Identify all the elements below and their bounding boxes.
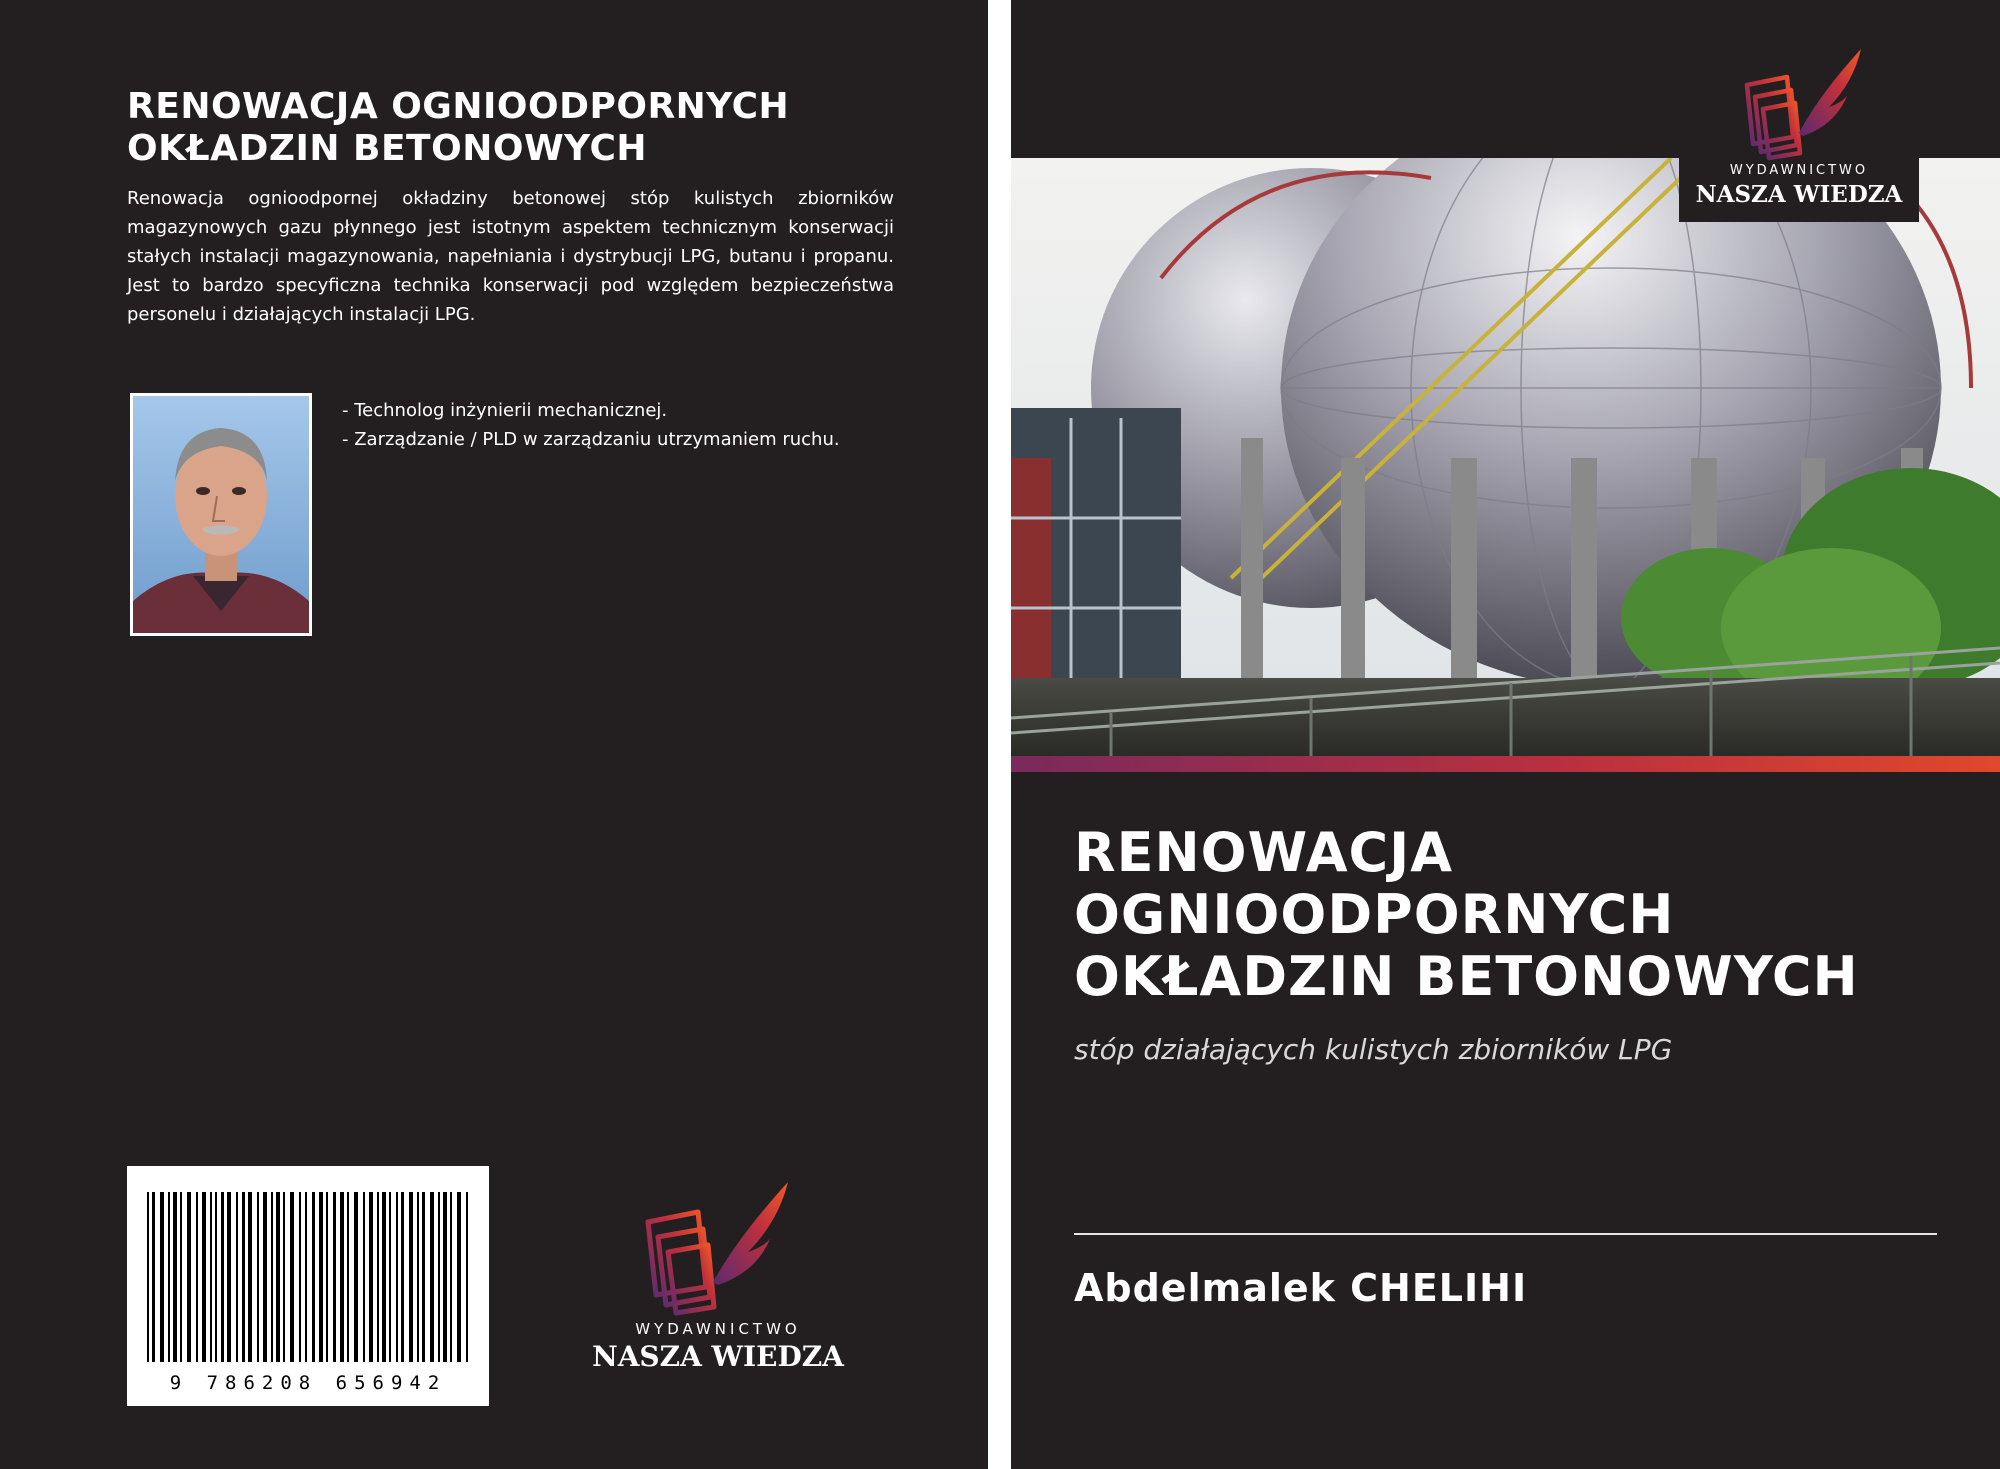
author-bio-line: - Zarządzanie / PLD w zarządzaniu utrzymaniem ruchu. [342,429,840,450]
barcode-bar [443,1192,447,1362]
barcode-bar [409,1192,413,1362]
isbn-number: 9 786208 656942 [169,1372,447,1394]
barcode-bar [326,1192,328,1362]
barcode-bar [187,1192,191,1362]
barcode-bar [319,1192,323,1362]
barcode-bar [312,1192,315,1362]
barcode-bar [236,1192,238,1362]
barcode-bar [430,1192,434,1362]
barcode-bar [227,1192,231,1362]
barcode-bar [382,1192,386,1362]
barcode-bar [389,1192,391,1362]
barcode [127,1166,489,1406]
author-name: Abdelmalek CHELIHI [1074,1266,1528,1310]
front-cover [1011,0,2000,1469]
barcode-bar [299,1192,301,1362]
barcode-bar [417,1192,419,1362]
author-photo [130,393,312,636]
barcode-bar [457,1192,461,1362]
back-publisher-logo [588,1177,848,1377]
publisher-name: NASZA WIEDZA [1695,181,1903,208]
barcode-bar [290,1192,294,1362]
barcode-bar [340,1192,344,1362]
cover-accent-stripe [1011,756,2000,772]
publisher-label: WYDAWNICTWO [1729,163,1869,178]
barcode-bar [147,1192,149,1362]
barcode-bar [215,1192,217,1362]
barcode-bar [363,1192,365,1362]
barcode-bar [271,1192,273,1362]
barcode-bar [305,1192,307,1362]
barcode-bar [347,1192,349,1362]
barcode-bar [369,1192,373,1362]
barcode-bar [438,1192,440,1362]
divider [1074,1233,1937,1235]
barcode-bar [276,1192,280,1362]
back-cover [0,0,988,1469]
cover-photo-lpg-spheres [1011,158,2000,756]
barcode-bar [257,1192,259,1362]
barcode-bar [180,1192,182,1362]
barcode-bar [396,1192,398,1362]
back-cover-blurb: Renowacja ognioodpornej okładziny betonowej stóp kulistych zbiorników magazynowych gazu płynnego jest istotnym aspektem technicznym konserwacji stałych instalacji magazynowania, napełniania i dystrybucji LPG, butanu i propanu. Jest to bardzo specyficzna technika konserwacji pod względem bezpieczeństwa personelu i działających instalacji LPG. [127,188,894,325]
barcode-bar [377,1192,379,1362]
barcode-bar [422,1192,425,1362]
barcode-bar [466,1192,468,1362]
barcode-bar [221,1192,224,1362]
barcode-bar [450,1192,452,1362]
barcode-bar [401,1192,404,1362]
barcode-bar [152,1192,155,1362]
barcode-bar [173,1192,177,1362]
barcode-bar [242,1192,245,1362]
front-cover-title: RENOWACJA OGNIOODPORNYCH OKŁADZIN BETONOWYCH [1074,821,1859,1008]
book-quill-icon [588,1177,848,1317]
barcode-bar [202,1192,206,1362]
barcode-bar [283,1192,285,1362]
back-cover-title: RENOWACJA OGNIOODPORNYCH OKŁADZIN BETONOWYCH [127,86,790,169]
front-publisher-logo [1679,45,1919,222]
book-quill-icon [1679,45,1919,165]
author-bio-line: - Technolog inżynierii mechanicznej. [342,400,668,421]
barcode-bar [210,1192,212,1362]
publisher-label: WYDAWNICTWO [635,1320,801,1338]
author-bio [342,396,902,454]
barcode-bar [333,1192,336,1362]
barcode-bar [196,1192,198,1362]
barcode-bar [248,1192,252,1362]
barcode-bar [354,1192,358,1362]
barcode-bar [168,1192,170,1362]
publisher-name: NASZA WIEDZA [592,1340,844,1373]
barcode-bar [263,1192,267,1362]
front-cover-subtitle: stóp działających kulistych zbiorników LPG [1074,1033,1673,1066]
barcode-bar [160,1192,164,1362]
